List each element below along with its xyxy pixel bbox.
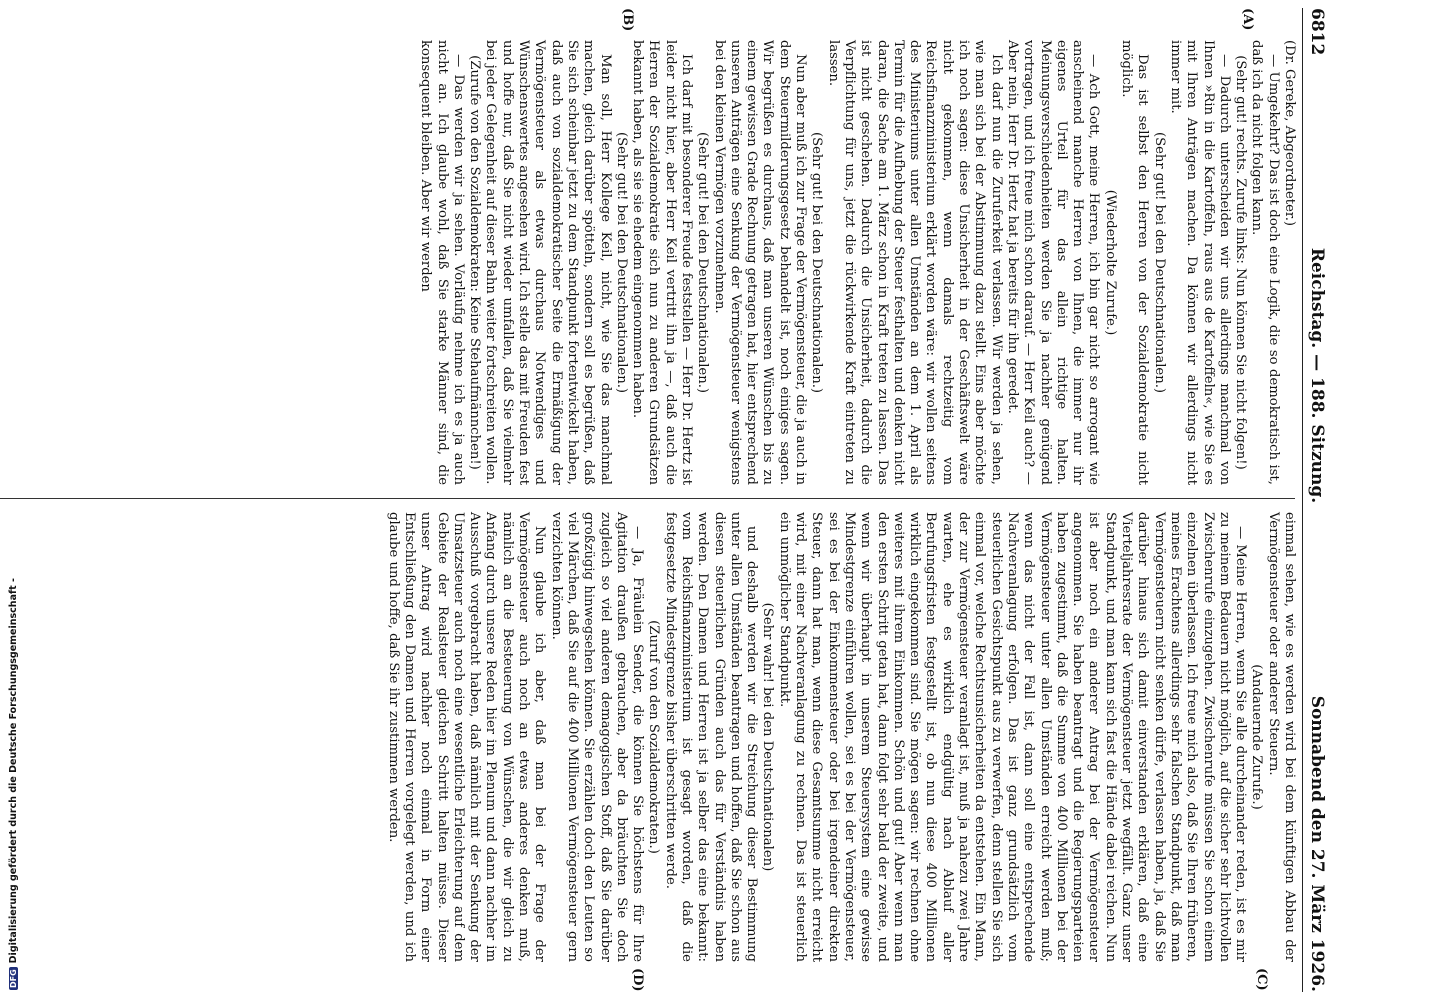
interjection: (Zuruf von den Sozialdemokraten.) (646, 620, 662, 854)
paragraph: Das ist selbst den Herren von der Sozialdemokratie nicht möglich. (1119, 40, 1151, 485)
interjection: (Sehr gut! rechts. Zurufe links: Nun können Sie nicht folgen!) (1233, 55, 1249, 470)
interjection: (Sehr gut! bei den Deutschnationalen.) (1151, 131, 1167, 394)
interjection: (Sehr gut! bei den Deutschnationalen.) (695, 131, 711, 394)
paragraph: Ich darf mit besonderer Freude feststellen — Herr Dr. Hertz ist leider nicht hier, aber Herr Keil vertritt ihn ja —, daß auch die Herren der Sozialdemokratie sich nun zu anderen Grundsätzen bekannt haben, als sie sie ehedem eingenommen haben. (630, 40, 695, 485)
paragraph: Nun aber muß ich zur Frage der Vermögensteuer, die ja auch in dem Steuermilderungsgesetz behandelt ist, noch einiges sagen. Wir begrüßen es durchaus, daß man unseren Wünschen bis zu einem gewissen Grade Rechnung getragen hat, hier entsprechend unseren Anträgen eine Senkung der Vermögensteuer wenigstens bei den kleinen Vermögen vorzunehmen. (711, 40, 809, 485)
page-number: 6812 (1307, 8, 1327, 56)
interjection: (Andauernde Zurufe.) (1249, 664, 1265, 810)
paragraph: Nun glaube ich aber, daß man bei der Frage der Vermögensteuer auch noch an etwas anderes denken muß, nämlich an die Besteuerung von Wünschen, die wir gleich zu Anfang durch unsere Reden hier im Plenum und dann nachher im Ausschuß vorgebracht haben, daß nämlich mit der Senkung der Umsatzsteuer auch noch eine wesentliche Erleichterung auf dem Gebiete der Realsteuer gleichen Schritt halten müsse. Dieser unser Antrag wird nachher noch einmal in Form einer Entschließung den Damen und Herren vorgelegt werden, und ich glaube und hoffe, daß Sie ihr zustimmen werden. (385, 512, 548, 962)
paragraph: Man soll, Herr Kollege Keil, nicht, wie Sie das manchmal machen, gleich darüber spötteln, sondern soll es begrüßen, daß Sie sich scheinbar jetzt zu dem Standpunkt fortentwickelt haben, daß auch von sozialdemokratischer Seite die Ermäßigung der Vermögensteuer als etwas durchaus Notwendiges und Wünschenswertes angesehen wird. Ich stelle das mit Freuden fest und hoffe nur, daß Sie nicht wieder umfallen, daß Sie vielmehr bei jeder Gelegenheit auf dieser Bahn weiter fortschreiten wollen. (483, 40, 613, 485)
paragraph: und deshalb werden wir die Streichung dieser Bestimmung unter allen Umständen beantragen und hoffen, daß Sie schon aus diesen steuerlichen Gründen auch das für Verständnis haben werden. Den Damen und Herren ist ja selber das eine bekannt: vom Reichsfinanzministerium ist gesagt worden, daß die festgesetzte Mindestgrenze bisher überschritten werde. (662, 512, 760, 962)
session-date: Sonnabend den 27. März 1926. (1307, 695, 1327, 992)
interjection: (Sehr wahr! bei den Deutschnationalen) (760, 602, 776, 872)
paragraph: Ich darf nun die Zuruferkeit verlassen. Wir werden ja sehen, wie man sich bei der Abstimmung dazu stellt. Eins aber möchte ich noch sagen: diese Unsicherheit in der Geschäftswelt wäre nicht gekommen, wenn damals rechtzeitig vom Reichsfinanzministerium erklärt worden wäre: wir wollen seitens des Ministeriums unter allen Umständen an dem 1. April als Termin für die Aufhebung der Steuer festhalten und denken nicht daran, die Sache am 1. März schon in Kraft treten zu lassen. Das ist nicht geschehen. Dadurch die Unsicherheit, dadurch die Verpflichtung für uns, jetzt die rückwirkende Kraft eintreten zu lassen. (825, 40, 1004, 485)
interjection: (Zurufe von den Sozialdemokraten: Keine Stehaufmännchen!) (467, 55, 483, 470)
interjection: (Sehr gut! bei den Deutschnationalen.) (809, 131, 825, 394)
right-column (384, 512, 1297, 962)
funding-note (8, 0, 19, 990)
page-header (1302, 8, 1331, 992)
paragraph: — Ach Gott, meine Herren, ich bin gar nicht so arrogant wie anscheinend manche Herren von Ihnen, die immer nur ihr eigenes Urteil für das allein richtige halten. Meinungsverschiedenheiten werden Sie ja nachher genügend vortragen, und ich freue mich schon darauf. — Herr Keil auch? — Aber nein, Herr Dr. Hertz hat ja bereits für ihn geredet. (1004, 40, 1102, 485)
paragraph: — Ja, Fräulein Sender, die können Sie höchstens für Ihre Agitation draußen gebrauchen, aber da bräuchten Sie doch zugleich so viel anderen demagogischen Stoff, daß Sie darüber großzügig hinwegsehen können. Sie erzählen doch den Leuten so viel Märchen, daß Sie auf die 400 Millionen Vermögensteuer gern verzichten können. (548, 512, 646, 962)
paragraph: (Dr. Gereke, Abgeordneter.) (1282, 40, 1297, 227)
paragraph: — Umgekehrt? Das ist doch eine Logik, die so demokratisch ist, daß ich da nicht folgen kann. (1249, 40, 1281, 485)
interjection: (Wiederholte Zurufe.) (1102, 189, 1118, 336)
paragraph: — Meine Herren, wenn Sie alle durcheinander reden, ist es mir zu meinem Bedauern nicht möglich, auf die sicher sehr lichtvollen Zwischenrufe einzugehen. Zwischenrufe müssen Sie schon einem einzelnen überlassen. Ich freue mich also, daß Sie Ihren früheren, meines Erachtens allerdings sehr falschen Standpunkt, daß man Vermögensteuern nicht senken dürfe, verlassen haben, ja, daß Sie darüber hinaus sich damit einverstanden erklären, daß eine Vierteljahresrate der Vermögensteuer jetzt wegfällt. Ganz unser Standpunkt, und man kann sich fast die Hände dabei reichen. Nun ist aber noch ein anderer Antrag bei der Vermögensteuer angenommen. Sie haben beantragt und die Regierungsparteien haben zugestimmt, daß die Summe von 400 Millionen bei der Vermögensteuer unter allen Umständen erreicht werden muß; wenn das nicht der Fall ist, dann soll eine entsprechende Nachveranlagung erfolgen. Das ist ganz grundsätzlich vom steuerlichen Gesichtspunkt aus zu verwerfen, denn stellen Sie sich einmal vor, welche Rechtsunsicherheiten da entstehen. Ein Mann, der zur Vermögensteuer veranlagt ist, muß ja nahezu zwei Jahre warten, ehe es wirklich endgültig nach Ablauf aller Berufungsfristen festgestellt ist, ob nun diese 400 Millionen wirklich eingekommen sind. Sie mögen sagen: wir rechnen ohne weiteres mit ihrem Einkommen. Schön und gut! Aber wenn man den ersten Schritt getan hat, dann folgt sehr bald der zweite, und wenn wir überhaupt in unserem Steuersystem eine gewisse Mindestgrenze einführen wollen, sei es bei der Vermögensteuer, sei es bei der Einkommensteuer oder bei irgendeiner direkten Steuer, dann hat man, wenn diese Gesamtsumme nicht erreicht wird, mit einer Nachveranlagung zu rechnen. Das ist steuerlich ein unmöglicher Standpunkt. (776, 512, 1249, 962)
running-title: Reichstag. — 188. Sitzung. (1307, 247, 1327, 504)
margin-mark-a: (A) (1240, 8, 1255, 31)
left-column (417, 40, 1297, 485)
column-divider (0, 498, 1295, 499)
margin-mark-c: (C) (1254, 968, 1269, 991)
paragraph: einmal sehen, wie es werden wird bei dem künftigen Abbau der Vermögensteuer oder anderer Steuern. (1265, 512, 1297, 962)
paragraph: — Dadurch unterscheiden wir uns allerdings manchmal von Ihnen »Rin in die Kartoffeln, raus aus de Kartoffeln«, wie Sie es mit Ihren Anträgen machen. Da können wir allerdings nicht immer mit. (1167, 40, 1232, 485)
paragraph: — Das werden wir ja sehen. Vorläufig nehme ich es ja auch nicht an. Ich glaube wohl, daß Sie starke Männer sind, die konsequent bleiben. Aber wir werden (418, 40, 466, 485)
margin-mark-b: (B) (620, 8, 635, 32)
dfg-logo: DFG (9, 969, 18, 988)
footer-strip (4, 0, 26, 1000)
margin-mark-d: (D) (630, 968, 645, 992)
interjection: (Sehr gut! bei den Deutschnationalen.) (613, 131, 629, 394)
funding-text: Digitalisierung gefördert durch die Deutsche Forschungsgemeinschaft - (8, 578, 19, 964)
